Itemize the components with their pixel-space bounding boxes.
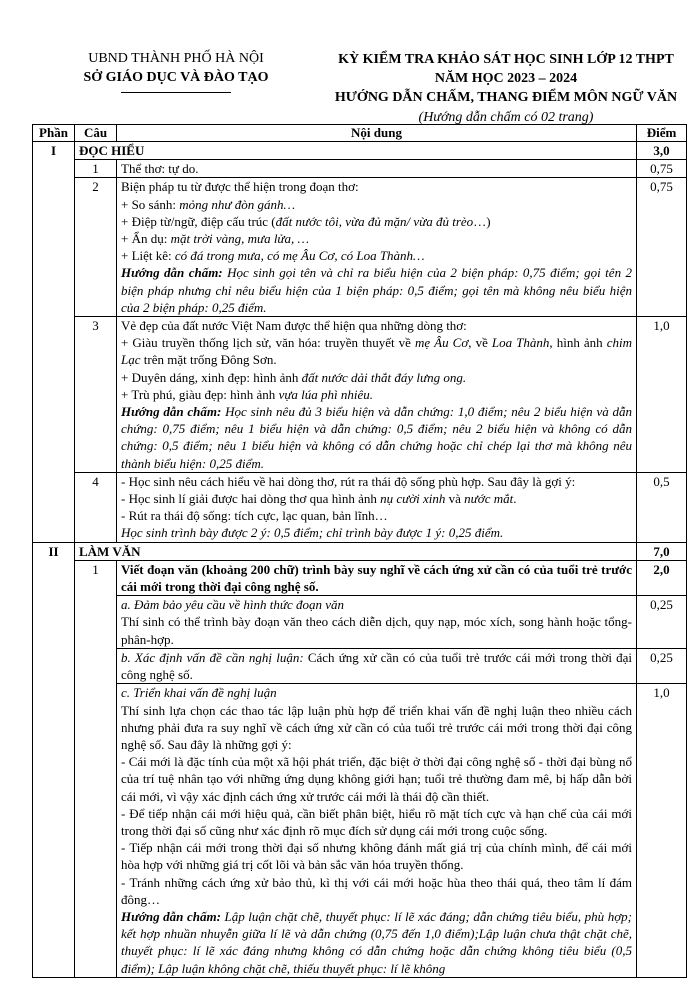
question-content: Biện pháp tu từ được thể hiện trong đoạn thơ: + So sánh: mỏng như đòn gánh… + Điệp từ/ngữ, điệp cấu trúc (đất nước tôi, vừa đủ mặn/ vừa đủ trèo…) + Ẩn dụ: mặt trời vàng, mưa lửa, … + Liệt kê: có đá trong mưa, có mẹ Âu Cơ, có Loa Thành… Hướng dẫn chấm: Học sinh gọi tên và chỉ ra biểu hiện của 2 biện pháp: 0,75 điểm; gọi tên 2 biện pháp nhưng chỉ nêu biểu hiện của 1 biện pháp: 0,5 điểm; gọi tên mà không nêu biểu hiện của 2 biện pháp: 0,25 điểm. <box>117 178 637 317</box>
criterion-b: b. Xác định vấn đề cần nghị luận: Cách ứng xử cần có của tuổi trẻ trước cái mới trong thời đại công nghệ số. <box>117 648 637 683</box>
criterion-c: c. Triển khai vấn đề nghị luận Thí sinh lựa chọn các thao tác lập luận phù hợp để triển khai vấn đề nghị luận theo nhiều cách nhưng phải đưa ra suy nghĩ về cách ứng xử cần có của tuổi trẻ trước cái mới trong thời đại công nghệ số. Sau đây là những gợi ý: - Cái mới là đặc tính của một xã hội phát triển, đặc biệt ở thời đại công nghệ số - thời đại bùng nổ của trí tuệ nhân tạo với những ứng dụng không giới hạn; tuổi trẻ thường đam mê, bị hấp dẫn bởi cái mới, vì vậy xác định cách ứng xử trước cái mới là thái độ cần thiết. - Để tiếp nhận cái mới hiệu quả, cần biết phân biệt, hiểu rõ mặt tích cực và hạn chế của cái mới trong thời đại số cũng như xác định rõ mục đích sử dụng cái mới trong cuộc sống. - Tiếp nhận cái mới trong thời đại số nhưng không đánh mất giá trị của chính mình, để cái mới hòa hợp với những giá trị cốt lõi và bản sắc văn hóa truyền thống. - Tránh những cách ứng xử bảo thủ, kì thị với cái mới hoặc hùa theo thái quá, theo tâm lí đám đông… Hướng dẫn chấm: Lập luận chặt chẽ, thuyết phục: lí lẽ xác đáng; dẫn chứng tiêu biểu, phù hợp; kết hợp nhuần nhuyễn giữa lí lẽ và dẫn chứng (0,75 đến 1,0 điểm);Lập luận chưa thật chặt chẽ, thuyết phục: lí lẽ xác đáng nhưng không có dẫn chứng hoặc dẫn chứng không tiêu biểu (0,5 điểm); Lập luận không chặt chẽ, thiếu thuyết phục: lí lẽ không <box>117 684 637 977</box>
criterion-score: 1,0 <box>637 684 687 977</box>
section-title: ĐỌC HIỂU <box>75 142 637 160</box>
question-number: 1 <box>75 560 117 977</box>
table-row <box>33 596 687 649</box>
question-score: 0,75 <box>637 160 687 178</box>
header-score: Điểm <box>637 125 687 142</box>
criterion-a: a. Đảm bảo yêu cầu về hình thức đoạn văn Thí sinh có thể trình bày đoạn văn theo cách diễn dịch, quy nạp, móc xích, song hành hoặc tổng-phân-hợp. <box>117 596 637 649</box>
question-content: Vẻ đẹp của đất nước Việt Nam được thể hiện qua những dòng thơ: + Giàu truyền thống lịch sử, văn hóa: truyền thuyết về mẹ Âu Cơ, về Loa Thành, hình ảnh chim Lạc trên mặt trống Đông Sơn. + Duyên dáng, xinh đẹp: hình ảnh đất nước dải thắt đáy lưng ong. + Trù phú, giàu đẹp: hình ảnh vựa lúa phì nhiêu. Hướng dẫn chấm: Học sinh nêu đủ 3 biểu hiện và dẫn chứng: 1,0 điểm; nêu 2 biểu hiện và dẫn chứng: 0,75 điểm; nêu 1 biểu hiện và dẫn chứng: 0,5 điểm; nêu 2 biểu hiện và không có dẫn chứng: 0,5 điểm; nêu 1 biểu hiện và không có dẫn chứng hoặc chỉ chép lại thơ mà không nêu thành biểu hiện: 0,25 điểm. <box>117 317 637 473</box>
section-number: II <box>33 542 75 977</box>
table-row <box>33 178 687 317</box>
grading-table <box>32 124 687 978</box>
title-line-1: KỲ KIỂM TRA KHẢO SÁT HỌC SINH LỚP 12 THPT <box>338 52 674 67</box>
table-row <box>33 648 687 683</box>
section-score: 7,0 <box>637 542 687 560</box>
header-question: Câu <box>75 125 117 142</box>
section-score: 3,0 <box>637 142 687 160</box>
question-content: - Học sinh nêu cách hiểu về hai dòng thơ, rút ra thái độ sống phù hợp. Sau đây là gợi ý: - Học sinh lí giải được hai dòng thơ qua hình ảnh nụ cười xinh và nước mắt. - Rút ra thái độ sống: tích cực, lạc quan, bản lĩnh… Học sinh trình bày được 2 ý: 0,5 điểm; chỉ trình bày được 1 ý: 0,25 điểm. <box>117 472 637 542</box>
question-score: 1,0 <box>637 317 687 473</box>
question-prompt: Viết đoạn văn (khoảng 200 chữ) trình bày suy nghĩ về cách ứng xử cần có của tuổi trẻ trước cái mới trong thời đại công nghệ số. <box>117 560 637 595</box>
table-row <box>33 684 687 977</box>
question-number: 3 <box>75 317 117 473</box>
header-title <box>320 50 692 127</box>
header-part: Phần <box>33 125 75 142</box>
section-title: LÀM VĂN <box>75 542 637 560</box>
question-score: 0,75 <box>637 178 687 317</box>
table-header-row <box>33 125 687 142</box>
table-row <box>33 560 687 595</box>
org-line-2: SỞ GIÁO DỤC VÀ ĐÀO TẠO <box>83 70 269 85</box>
criterion-score: 0,25 <box>637 596 687 649</box>
section-row-writing <box>33 542 687 560</box>
section-number: I <box>33 142 75 543</box>
question-score: 0,5 <box>637 472 687 542</box>
header-content: Nội dung <box>117 125 637 142</box>
title-line-3: HƯỚNG DẪN CHẤM, THANG ĐIỂM MÔN NGỮ VĂN <box>334 90 678 105</box>
org-line-1: UBND THÀNH PHỐ HÀ NỘI <box>88 51 264 66</box>
title-line-2: NĂM HỌC 2023 – 2024 <box>434 71 578 86</box>
question-score: 2,0 <box>637 560 687 595</box>
header-organization <box>56 50 296 93</box>
table-row <box>33 472 687 542</box>
criterion-score: 0,25 <box>637 648 687 683</box>
question-number: 4 <box>75 472 117 542</box>
section-row-reading <box>33 142 687 160</box>
question-number: 1 <box>75 160 117 178</box>
header-divider <box>121 92 231 93</box>
question-content: Thể thơ: tự do. <box>117 160 637 178</box>
title-line-4: (Hướng dẫn chấm có 02 trang) <box>418 110 594 125</box>
question-number: 2 <box>75 178 117 317</box>
table-row <box>33 160 687 178</box>
table-row <box>33 317 687 473</box>
